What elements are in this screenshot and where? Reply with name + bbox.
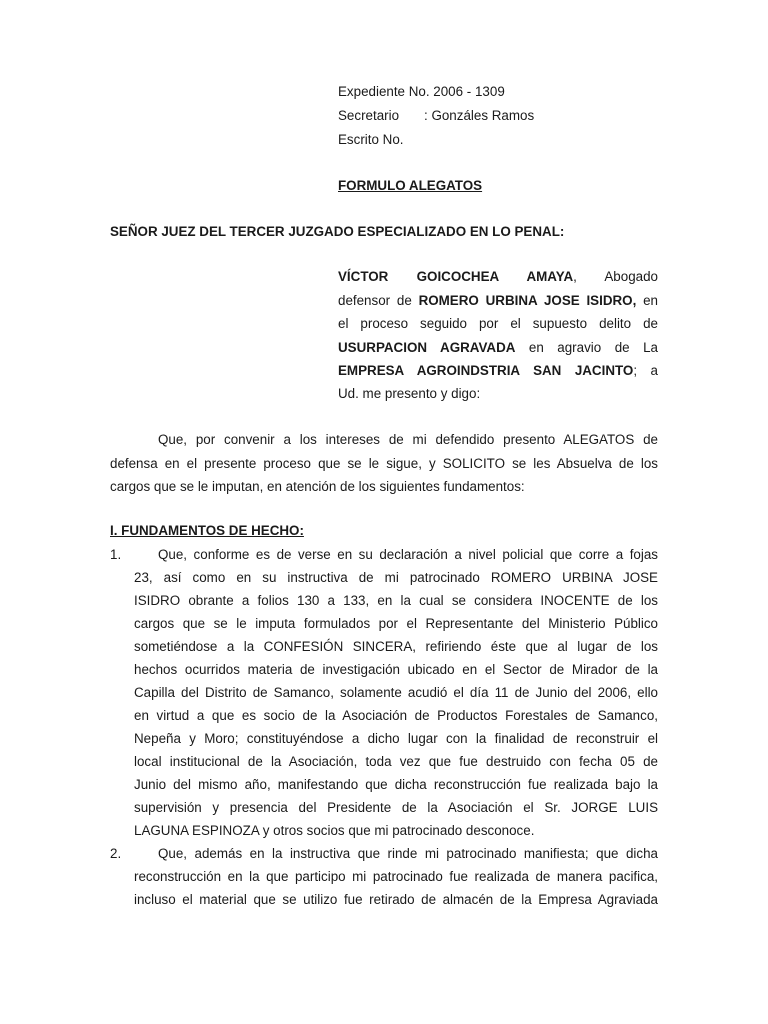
section-heading: I. FUNDAMENTOS DE HECHO: [110,523,304,538]
item-number: 2. [110,846,122,861]
item-line: LAGUNA ESPINOZA y otros socios que mi patrocinado desconoce. [134,823,535,838]
item-line: Junio del mismo año, manifestando que dicha reconstrucción fue realizada bajo la [134,777,658,792]
item-line: hechos ocurridos materia de investigación ubicado en el Sector de Mirador de la [134,662,658,677]
presentation-line: el proceso seguido por el supuesto delito de [338,316,658,331]
crime-name: USURPACION AGRAVADA [338,340,516,355]
secretario-line [338,108,534,123]
item-line: Nepeña y Moro; constituyéndose a dicho lugar con la finalidad de reconstruir el [134,731,658,746]
presentation-line: USURPACION AGRAVADA en agravio de La [338,340,658,355]
item-number: 1. [110,547,122,562]
presentation-line: Ud. me presento y digo: [338,386,481,401]
intro-line: cargos que se le imputan, en atención de los siguientes fundamentos: [110,479,525,494]
item-line: cargos que se le imputa formulados por el Representante del Ministerio Público [134,616,658,631]
expediente-number: Expediente No. 2006 - 1309 [338,84,505,99]
item-line: Capilla del Distrito de Samanco, solamente acudió el día 11 de Junio del 2006, ello [134,685,658,700]
item-line: ISIDRO obrante a folios 130 a 133, en la cual se considera INOCENTE de los [134,593,658,608]
intro-line: Que, por convenir a los intereses de mi defendido presento ALEGATOS de [158,432,658,447]
item-line: reconstrucción en la que participo mi patrocinado fue realizada de manera pacifica, [134,869,658,884]
secretario-value: : Gonzáles Ramos [424,108,535,123]
item-line: incluso el material que se utilizo fue retirado de almacén de la Empresa Agraviada [134,892,658,907]
company-name: EMPRESA AGROINDSTRIA SAN JACINTO [338,363,634,378]
item-line: 23, así como en su instructiva de mi patrocinado ROMERO URBINA JOSE [134,570,658,585]
item-line: Que, además en la instructiva que rinde mi patrocinado manifiesta; que dicha [158,846,658,861]
item-line: sometiéndose a la CONFESIÓN SINCERA, refiriendo éste que al lugar de los [134,639,658,654]
lawyer-name: VÍCTOR GOICOCHEA AMAYA [338,269,574,284]
item-line: local institucional de la Asociación, toda vez que fue destruido con fecha 05 de [134,754,658,769]
secretario-label: Secretario [338,108,400,123]
intro-line: defensa en el presente proceso que se le sigue, y SOLICITO se les Absuelva de los [110,456,658,471]
item-line: en virtud a que es socio de la Asociación de Productos Forestales de Samanco, [134,708,658,723]
defendant-name: ROMERO URBINA JOSE ISIDRO, [418,293,637,308]
item-line: Que, conforme es de verse en su declaración a nivel policial que corre a fojas [158,547,658,562]
presentation-line: defensor de ROMERO URBINA JOSE ISIDRO, en [338,293,658,308]
presentation-line: VÍCTOR GOICOCHEA AMAYA, Abogado [338,269,658,284]
presentation-line: EMPRESA AGROINDSTRIA SAN JACINTO; a [338,363,658,378]
item-line: supervisión y presencia del Presidente de la Asociación el Sr. JORGE LUIS [134,800,658,815]
addressee: SEÑOR JUEZ DEL TERCER JUZGADO ESPECIALIZADO EN LO PENAL: [110,224,565,239]
escrito-number: Escrito No. [338,132,404,147]
document-title: FORMULO ALEGATOS [338,178,483,193]
